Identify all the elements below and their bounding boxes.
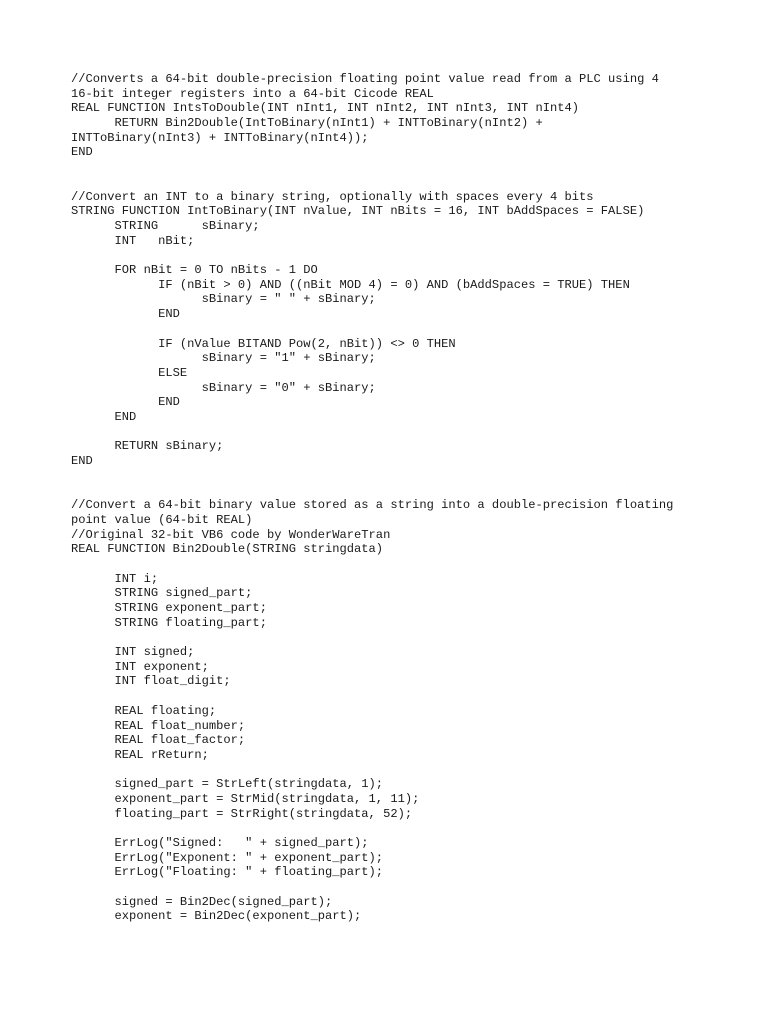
code-line: //Converts a 64-bit double-precision floating point value read from a PLC using 4 — [71, 72, 659, 86]
code-block-ints-to-double — [71, 72, 751, 160]
code-line: ErrLog("Signed: " + signed_part); — [71, 836, 369, 850]
code-line: exponent_part = StrMid(stringdata, 1, 11); — [71, 791, 420, 806]
code-line: REAL float_number; — [71, 718, 246, 733]
code-line — [71, 630, 751, 645]
code-line: STRING signed_part; — [71, 586, 253, 601]
code-line — [71, 425, 751, 440]
code-line: FOR nBit = 0 TO nBits - 1 DO — [71, 263, 318, 278]
code-line: sBinary = "0" + sBinary; — [71, 380, 376, 395]
code-line: END — [71, 454, 93, 468]
code-line — [71, 880, 751, 895]
code-line: REAL FUNCTION Bin2Double(STRING stringdata) — [71, 542, 384, 557]
code-line: REAL float_factor; — [71, 733, 246, 748]
code-line — [71, 689, 751, 704]
code-line: IF (nBit > 0) AND ((nBit MOD 4) = 0) AND (bAddSpaces = TRUE) THEN — [71, 277, 630, 292]
code-line: REAL rReturn; — [71, 747, 209, 762]
code-line: INT i; — [71, 571, 159, 586]
code-line: ELSE — [71, 365, 188, 380]
code-line: floating_part = StrRight(stringdata, 52); — [71, 806, 413, 821]
code-line — [71, 557, 751, 572]
code-line — [71, 821, 751, 836]
code-line: exponent = Bin2Dec(exponent_part); — [71, 909, 362, 924]
code-line: signed_part = StrLeft(stringdata, 1); — [71, 777, 384, 792]
code-line: ErrLog("Floating: " + floating_part); — [71, 865, 384, 880]
block-spacer — [71, 160, 751, 190]
code-line: STRING FUNCTION IntToBinary(INT nValue, INT nBits = 16, INT bAddSpaces = FALSE) — [71, 204, 645, 219]
code-line: STRING sBinary; — [71, 219, 260, 233]
code-line: INT nBit; — [71, 233, 195, 248]
code-block-bin-to-double — [71, 498, 751, 924]
document-page — [71, 72, 751, 924]
code-line: ErrLog("Exponent: " + exponent_part); — [71, 850, 384, 865]
code-line: signed = Bin2Dec(signed_part); — [71, 894, 333, 909]
code-line: END — [71, 409, 137, 424]
code-line: INT signed; — [71, 645, 195, 660]
code-line: END — [71, 395, 180, 410]
code-line: 16-bit integer registers into a 64-bit Cicode REAL — [71, 86, 434, 101]
code-line — [71, 322, 751, 337]
code-line: INT exponent; — [71, 659, 209, 674]
code-line: RETURN sBinary; — [71, 439, 224, 454]
code-line: REAL FUNCTION IntsToDouble(INT nInt1, INT nInt2, INT nInt3, INT nInt4) — [71, 101, 580, 116]
code-line — [71, 763, 751, 778]
code-block-int-to-binary — [71, 190, 751, 469]
code-line: //Convert an INT to a binary string, optionally with spaces every 4 bits — [71, 189, 594, 204]
block-spacer — [71, 469, 751, 499]
code-line: //Convert a 64-bit binary value stored as a string into a double-precision floating — [71, 498, 674, 513]
code-line: INT float_digit; — [71, 674, 231, 689]
code-line: REAL floating; — [71, 703, 217, 718]
code-line: STRING exponent_part; — [71, 601, 267, 615]
code-line — [71, 248, 751, 263]
code-line: END — [71, 307, 180, 322]
code-line: sBinary = " " + sBinary; — [71, 292, 376, 307]
code-line: point value (64-bit REAL) — [71, 512, 253, 527]
code-line: INTToBinary(nInt3) + INTToBinary(nInt4)); — [71, 130, 369, 145]
code-line: //Original 32-bit VB6 code by WonderWareTran — [71, 527, 391, 542]
code-line: sBinary = "1" + sBinary; — [71, 351, 376, 366]
code-line: END — [71, 145, 93, 160]
code-line: IF (nValue BITAND Pow(2, nBit)) <> 0 THEN — [71, 336, 456, 351]
code-line: RETURN Bin2Double(IntToBinary(nInt1) + INTToBinary(nInt2) + — [71, 116, 543, 131]
code-line: STRING floating_part; — [71, 615, 267, 630]
